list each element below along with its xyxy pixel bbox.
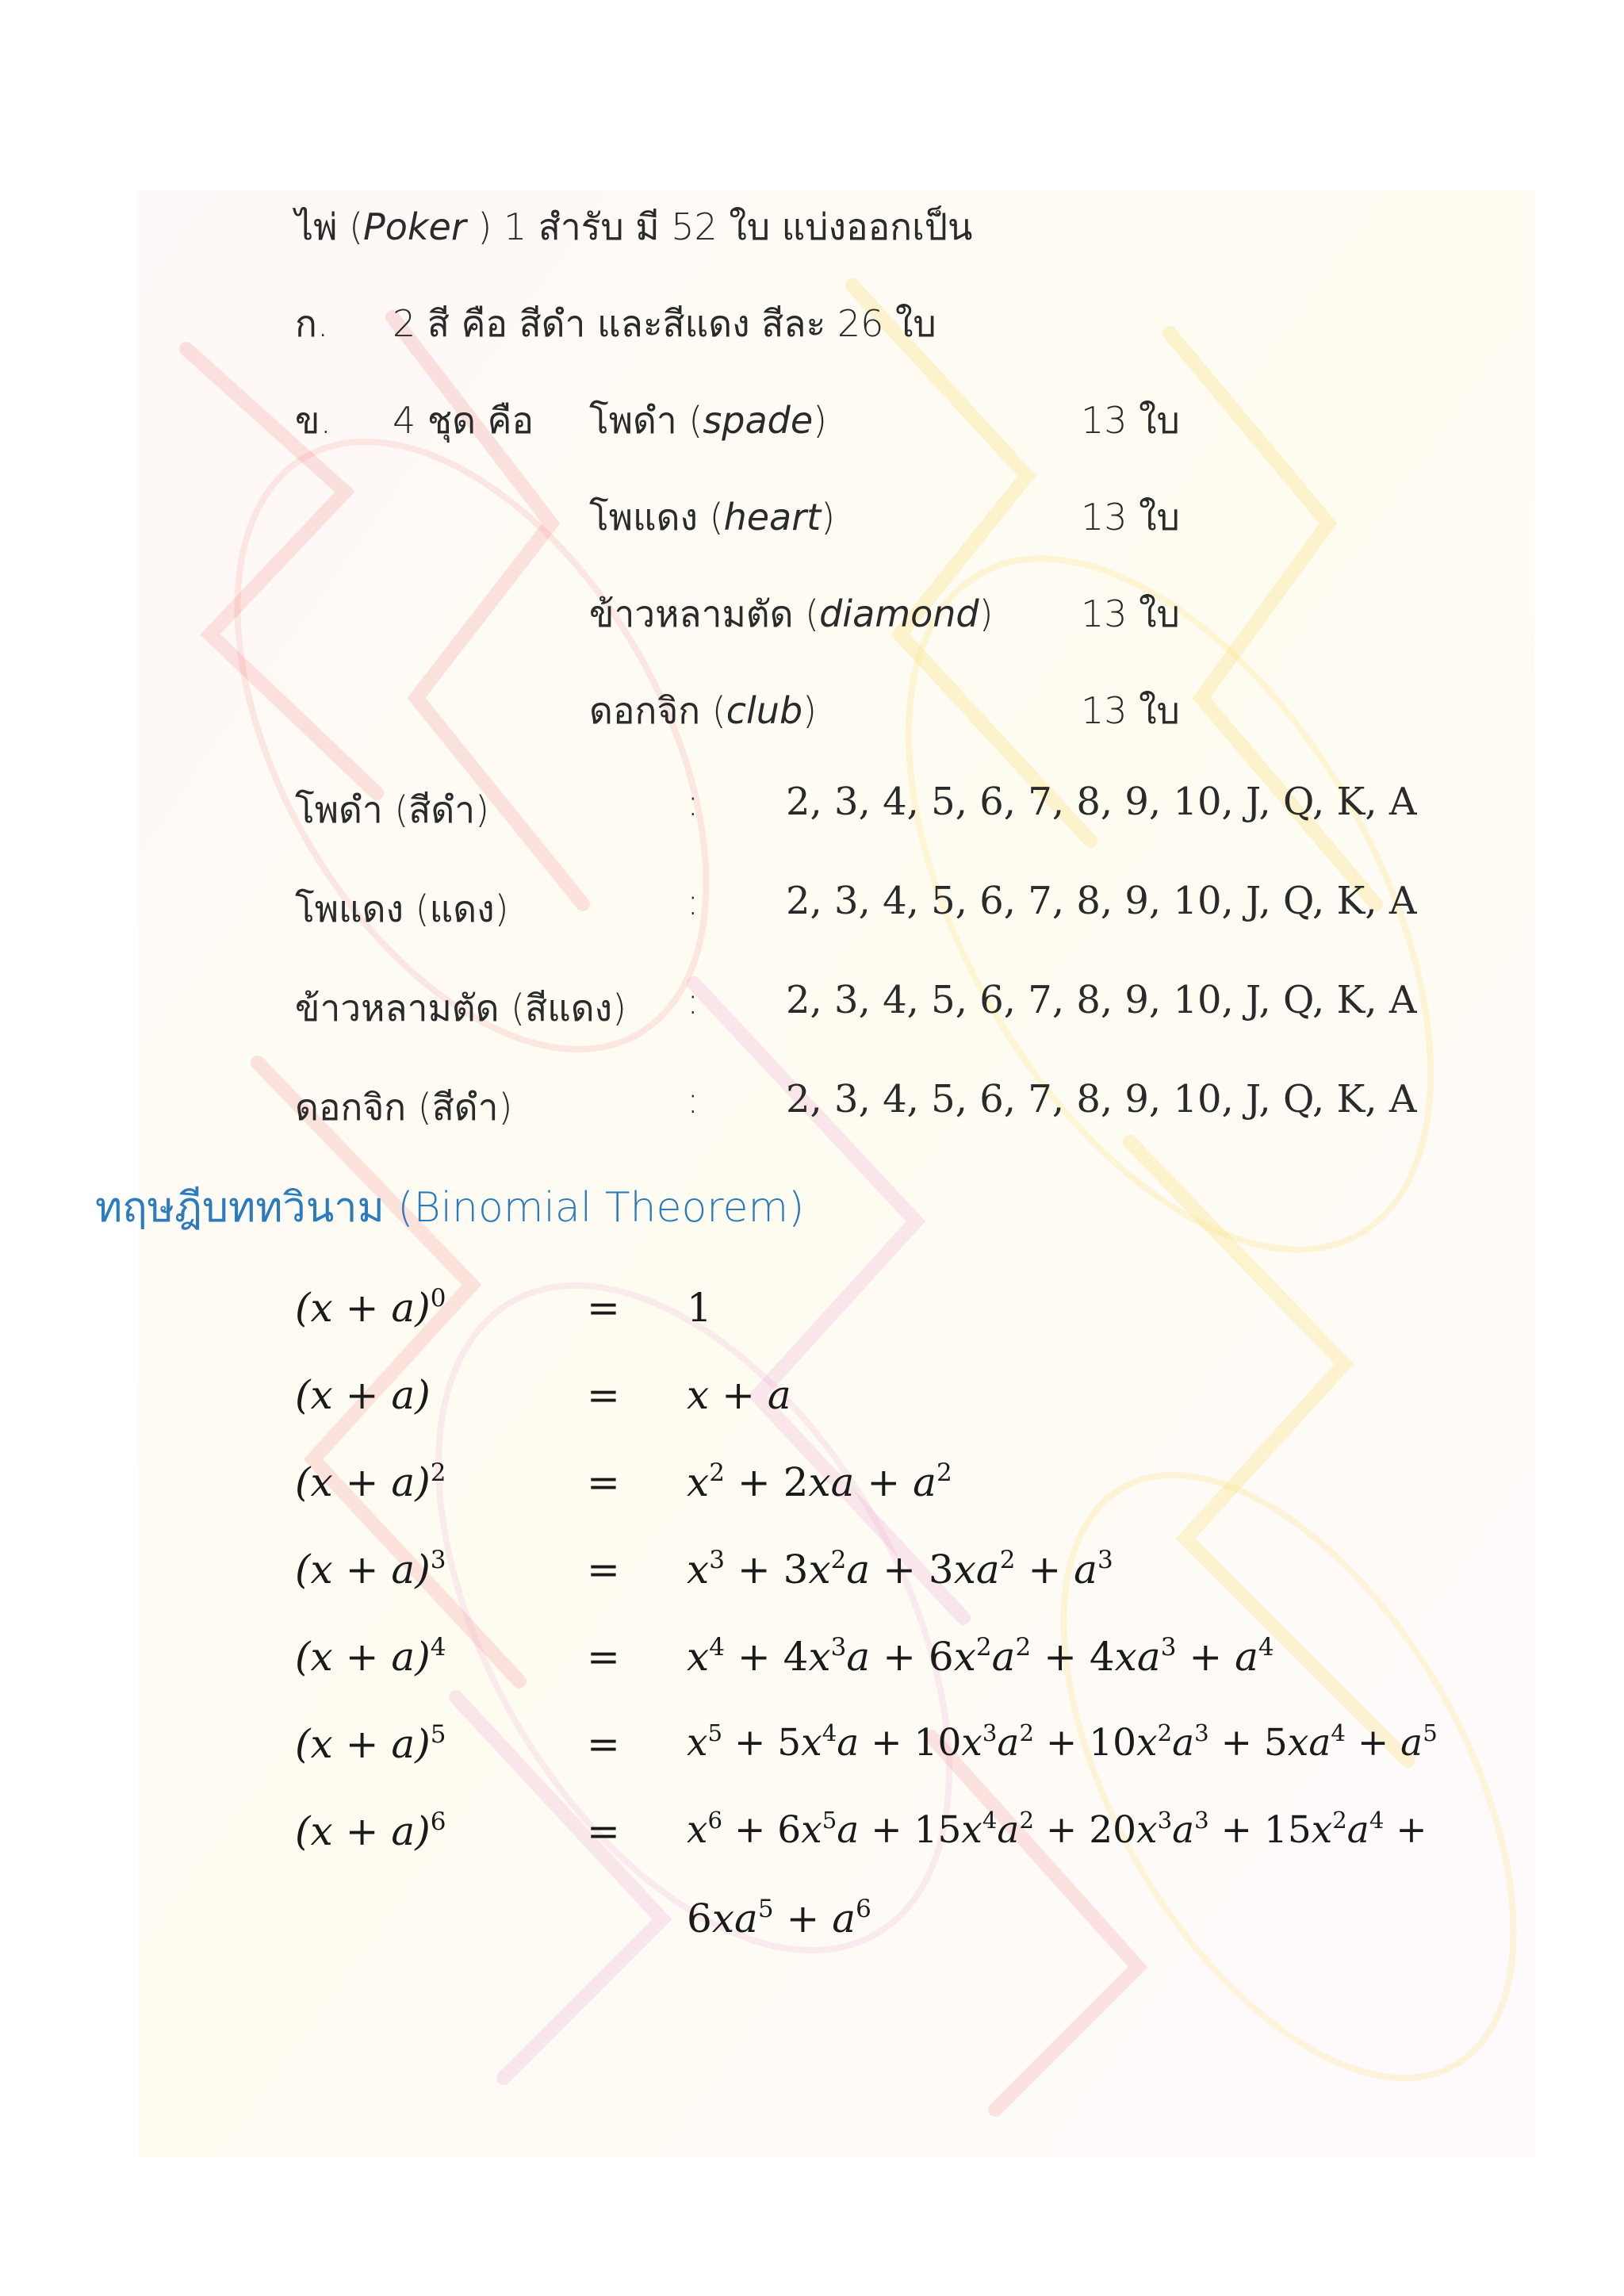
intro-pre: ไพ่ ( bbox=[295, 205, 364, 248]
suit-term: club bbox=[726, 689, 803, 732]
suit-post: ) bbox=[802, 689, 818, 732]
lhs-exponent: 0 bbox=[430, 1283, 446, 1313]
equals-sign: = bbox=[587, 1721, 620, 1767]
suit-value-label: ข้าวหลามตัด (สีแดง) bbox=[295, 987, 627, 1029]
suit-count-club: 13 ใบ bbox=[1081, 689, 1180, 732]
equals-sign: = bbox=[587, 1372, 620, 1418]
intro-line bbox=[295, 198, 972, 256]
binomial-rhs-continuation: $6xa^5 + a^6$ bbox=[687, 1894, 871, 1941]
suit-count-diamond: 13 ใบ bbox=[1081, 592, 1180, 635]
lhs-base: (x + a) bbox=[295, 1459, 431, 1505]
binomial-rhs: 1 bbox=[687, 1285, 712, 1331]
binomial-rhs: $x^3 + 3x^2a + 3xa^2 + a^3$ bbox=[687, 1545, 1113, 1593]
suit-value-sep: : bbox=[687, 1079, 699, 1121]
suit-value-list: 2, 3, 4, 5, 6, 7, 8, 9, 10, J, Q, K, A bbox=[786, 780, 1417, 824]
lhs-base: (x + a) bbox=[295, 1721, 431, 1767]
suit-term: spade bbox=[703, 399, 814, 442]
suit-value-label: โพแดง (แดง) bbox=[295, 887, 509, 930]
item-b-lead: 4 ชุด คือ bbox=[393, 399, 534, 442]
section-heading: ทฤษฎีบททวินาม (Binomial Theorem) bbox=[95, 1184, 805, 1232]
suit-term: diamond bbox=[819, 592, 979, 635]
binomial-rhs: $x^5 + 5x^4a + 10x^3a^2 + 10x^2a^3 + 5xa^4 + a^5$ bbox=[687, 1719, 1438, 1765]
binomial-lhs bbox=[295, 1372, 431, 1418]
lhs-exponent: 6 bbox=[430, 1807, 446, 1836]
suit-pre: ดอกจิก ( bbox=[589, 689, 726, 732]
binomial-lhs bbox=[295, 1808, 446, 1854]
suit-count-heart: 13 ใบ bbox=[1081, 496, 1180, 539]
suit-count-spade: 13 ใบ bbox=[1081, 399, 1180, 442]
equals-sign: = bbox=[587, 1634, 620, 1680]
suit-value-sep: : bbox=[687, 880, 699, 923]
suit-pre: โพดำ ( bbox=[589, 399, 703, 442]
lhs-base: (x + a) bbox=[295, 1372, 431, 1418]
suit-post: ) bbox=[821, 496, 836, 539]
lhs-base: (x + a) bbox=[295, 1547, 431, 1593]
suit-name-club bbox=[589, 682, 817, 740]
intro-term: Poker bbox=[363, 205, 466, 248]
suit-term: heart bbox=[723, 496, 822, 539]
item-a-marker: ก. bbox=[295, 302, 329, 345]
item-b-marker: ข. bbox=[295, 399, 332, 442]
suit-post: ) bbox=[979, 592, 994, 635]
intro-post: ) 1 สำรับ มี 52 ใบ แบ่งออกเป็น bbox=[465, 205, 973, 248]
lhs-base: (x + a) bbox=[295, 1808, 431, 1854]
lhs-base: (x + a) bbox=[295, 1634, 431, 1680]
equals-sign: = bbox=[587, 1285, 620, 1331]
lhs-exponent: 2 bbox=[430, 1458, 446, 1487]
binomial-rhs: $x^4 + 4x^3a + 6x^2a^2 + 4xa^3 + a^4$ bbox=[687, 1632, 1274, 1680]
suit-pre: ข้าวหลามตัด ( bbox=[589, 592, 820, 635]
lhs-exponent: 5 bbox=[430, 1719, 446, 1749]
item-a-text: 2 สี คือ สีดำ และสีแดง สีละ 26 ใบ bbox=[393, 302, 936, 345]
suit-post: ) bbox=[813, 399, 828, 442]
binomial-lhs bbox=[295, 1721, 446, 1767]
binomial-rhs: $x^2 + 2xa + a^2$ bbox=[687, 1458, 952, 1505]
suit-value-sep: : bbox=[687, 781, 699, 824]
suit-pre: โพแดง ( bbox=[589, 496, 724, 539]
suit-name-diamond bbox=[589, 585, 994, 643]
suit-value-list: 2, 3, 4, 5, 6, 7, 8, 9, 10, J, Q, K, A bbox=[786, 978, 1417, 1022]
lhs-exponent: 3 bbox=[430, 1545, 446, 1574]
binomial-rhs: x + a bbox=[687, 1372, 791, 1418]
suit-name-heart bbox=[589, 489, 835, 546]
equals-sign: = bbox=[587, 1547, 620, 1593]
suit-value-list: 2, 3, 4, 5, 6, 7, 8, 9, 10, J, Q, K, A bbox=[786, 1077, 1417, 1121]
suit-name-spade bbox=[589, 392, 827, 450]
binomial-lhs bbox=[295, 1634, 446, 1680]
binomial-lhs bbox=[295, 1285, 446, 1331]
suit-value-sep: : bbox=[687, 979, 699, 1022]
binomial-rhs: $x^6 + 6x^5a + 15x^4a^2 + 20x^3a^3 + 15x^2a^4$ + bbox=[687, 1806, 1427, 1852]
suit-value-label: ดอกจิก (สีดำ) bbox=[295, 1086, 513, 1129]
binomial-lhs bbox=[295, 1547, 446, 1593]
lhs-exponent: 4 bbox=[430, 1632, 446, 1662]
lhs-base: (x + a) bbox=[295, 1285, 431, 1331]
suit-value-list: 2, 3, 4, 5, 6, 7, 8, 9, 10, J, Q, K, A bbox=[786, 879, 1417, 923]
equals-sign: = bbox=[587, 1808, 620, 1854]
suit-value-label: โพดำ (สีดำ) bbox=[295, 788, 490, 831]
binomial-lhs bbox=[295, 1459, 446, 1505]
equals-sign: = bbox=[587, 1459, 620, 1505]
